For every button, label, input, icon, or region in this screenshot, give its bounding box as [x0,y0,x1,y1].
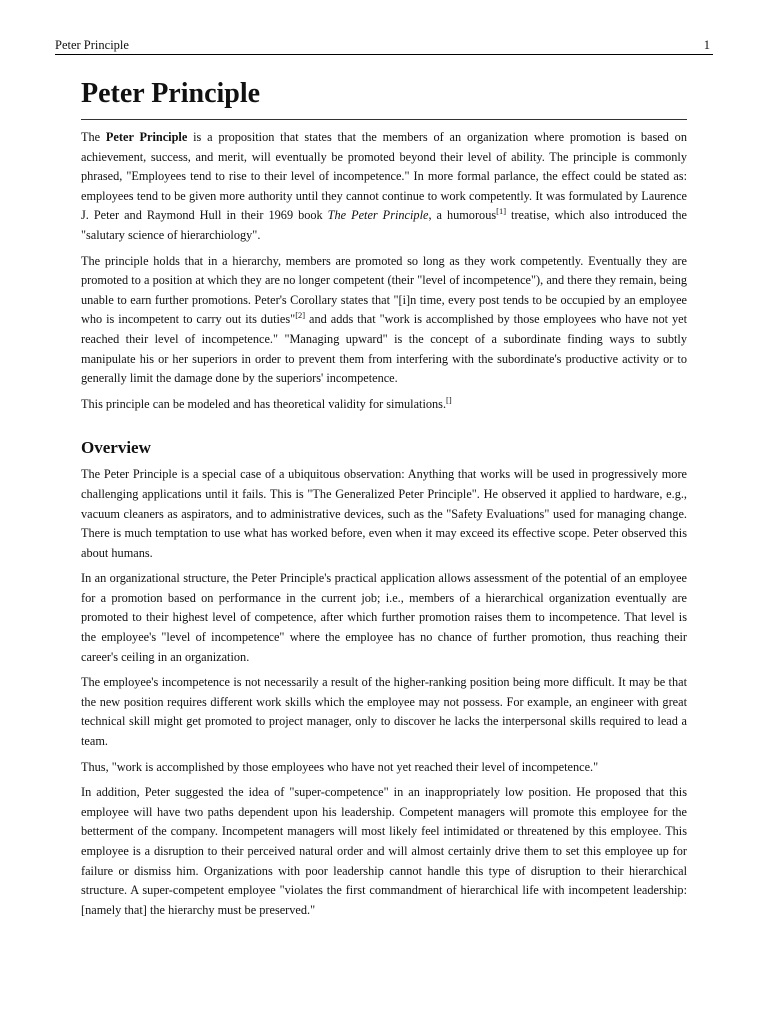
intro-paragraph-2 [81,252,687,389]
intro-p1-bold-term: Peter Principle [105,130,188,144]
overview-paragraph-4: Thus, "work is accomplished by those employees who have not yet reached their level of incompetence." [81,759,599,774]
intro-p1-text-4: treatise, which also introduced the "salutary science of hierarchiology". [81,208,687,242]
article-body [81,75,687,926]
intro-p1-text-1: The [81,130,106,144]
intro-paragraph-3 [81,395,687,415]
overview-paragraph-3: The employee's incompetence is not necessarily a result of the higher-ranking position being more difficult. It may be that the new position requires different work skills which the employee may not possess. For example, an engineer with great technical skill might get promoted to project manager, only to discover he lacks the interpersonal skills required to lead a team. [81,675,687,749]
running-header-title: Peter Principle [55,38,129,52]
intro-paragraph-1 [81,128,687,246]
overview-paragraph-5: In addition, Peter suggested the idea of "super-competence" in an inappropriately low position. He proposed that this employee will have two paths dependent upon his leadership. Competent managers will promote this employee for the betterment of the company. Incompetent managers will most likely feel intimidated or threatened by this employee. This employee is a disruption to their perceived natural order and will almost certainly drive them to set this employee up for failure or dismiss him. Organizations with poor leadership cannot handle this type of disruption to their hierarchical structure. A super-competent employee "violates the first commandment of hierarchical life with incompetent leadership: [namely that] the hierarchy must be preserved." [81,785,687,917]
overview-paragraph-1: The Peter Principle is a special case of a ubiquitous observation: Anything that works will be used in progressively more challenging applications until it fails. This is "The Generalized Peter Principle". He observed it applied to hardware, e.g., vacuum cleaners as aspirators, and to administrative devices, such as the "Safety Evaluations" used for managing change. There is much temptation to use what has worked before, even when it may exceed its effective scope. Peter observed this about humans. [81,467,687,560]
intro-p2-text-1: The principle holds that in a hierarchy, members are promoted so long as they work competently. Eventually they are promoted to a position at which they are no longer competent (their "level of incompetence"), and there they remain, being unable to earn further promotions. Peter's Corollary states that "[i]n time, every post tends to be occupied by an employee who is incompetent to carry out its duties" [81,253,687,327]
citation-link-1[interactable]: [1] [496,206,507,217]
intro-p1-book-title: The Peter Principle [327,208,429,223]
overview-paragraph-2: In an organizational structure, the Peter Principle's practical application allows assessment of the potential of an employee for a promotion based on performance in the current job; i.e., members of a hierarchical organization eventually are promoted to their highest level of competence, after which further promotion raises them to incompetence. That level is the employee's "level of incompetence" where the employee has no chance of further promotion, thus reaching their career's ceiling in an organization. [81,571,687,664]
page-number: 1 [703,38,710,52]
citation-link-3[interactable]: [] [446,394,452,405]
intro-p1-text-2: is a proposition that states that the members of an organization where promotion is based on achievement, success, and merit, will eventually be promoted beyond their level of ability. The principle is commonly phrased, "Employees tend to rise to their level of incompetence." In more formal parlance, the effect could be stated as: employees tend to be given more authority until they cannot continue to work competently. It was formulated by Laurence J. Peter and Raymond Hull in their 1969 book [81,130,687,223]
section-heading-overview: Overview [81,438,151,458]
running-header [55,38,713,55]
intro-p1-text-3: , a humorous [428,208,497,223]
citation-link-2[interactable]: [2] [295,310,306,321]
intro-p3-text: This principle can be modeled and has theoretical validity for simulations. [81,396,447,411]
intro-p2-text-2: and adds that "work is accomplished by those employees who have not yet reached their level of incompetence." "Managing upward" is the concept of a subordinate finding ways to subtly manipulate his or her superiors in order to prevent them from interfering with the subordinate's productive activity or to generally limit the damage done by the superiors' incompetence. [81,312,687,386]
page-title: Peter Principle [81,75,687,120]
